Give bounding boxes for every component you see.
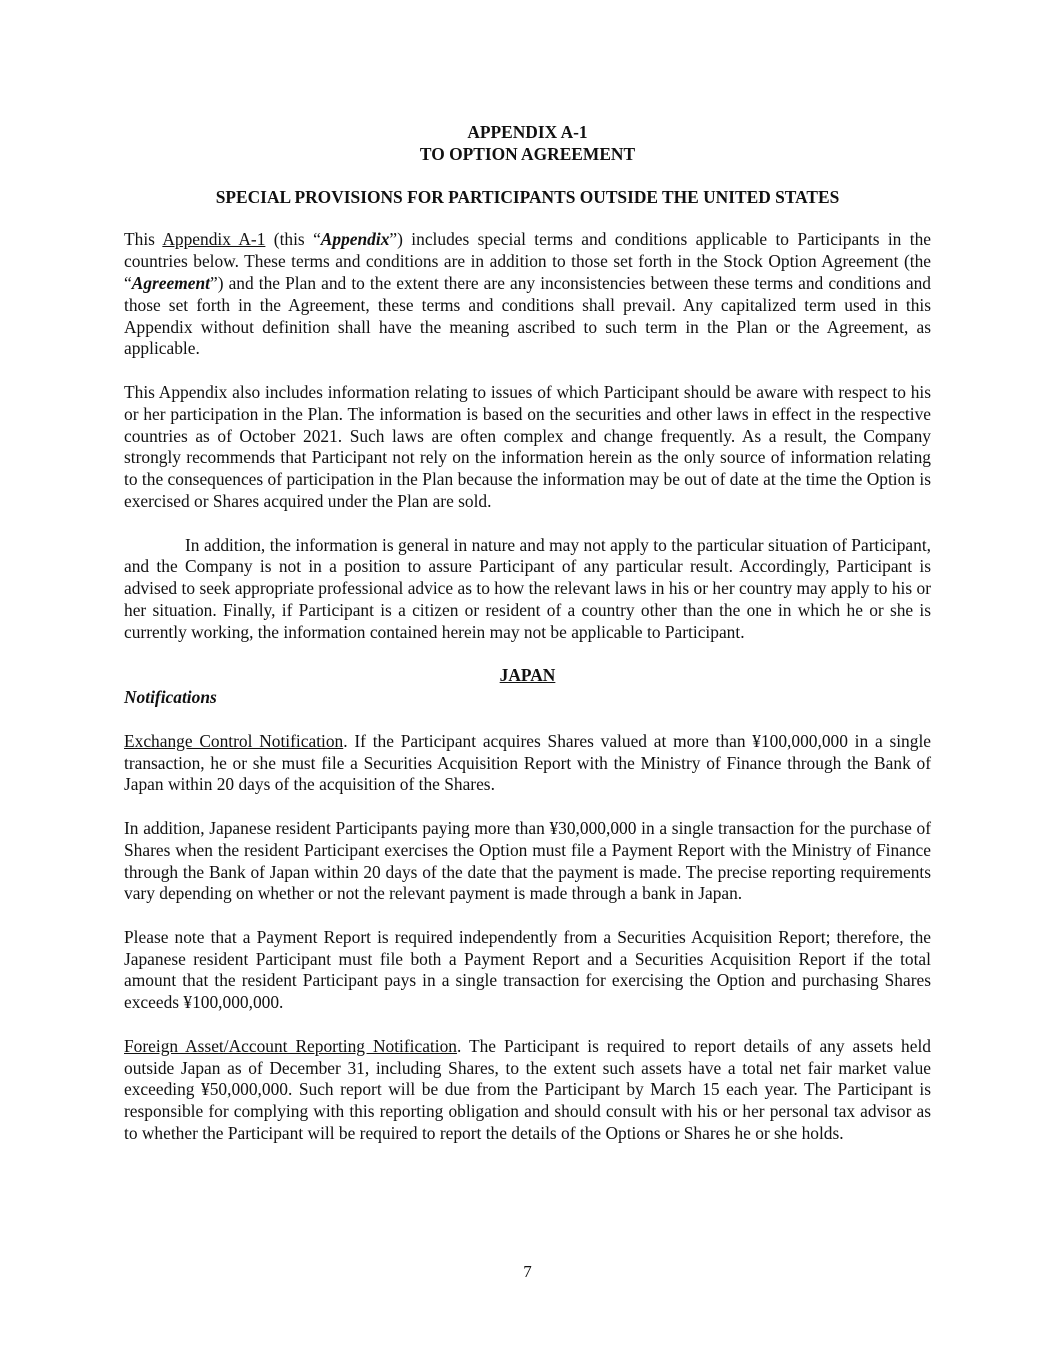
document-page <box>124 122 931 1145</box>
foreign-asset-paragraph <box>124 1036 931 1145</box>
appendix-reference: Appendix A-1 <box>162 229 266 250</box>
intro-text: ”) includes special terms and conditions applicable to Participants in the countries below. These terms and conditions are in addition to those set forth in the Stock Option Agreement (the “ <box>124 229 931 293</box>
intro-text: ”) and the Plan and to the extent there are any inconsistencies between these terms and conditions and those set forth in the Agreement, these terms and conditions shall prevail. Any capitalized term used in this Appendix without definition shall have the meaning ascribed to such term in the Plan or the Agreement, as applicable. <box>124 272 931 359</box>
page-number: 7 <box>523 1262 532 1281</box>
payment-note-paragraph: Please note that a Payment Report is required independently from a Securities Acquisition Report; therefore, the Japanese resident Participant must file both a Payment Report and a Securities Acquisition Report if the total amount that the resident Participant pays in a single transaction for exercising the Option and purchasing Shares exceeds ¥100,000,000. <box>124 926 931 1013</box>
japan-heading: JAPAN <box>499 665 556 686</box>
exchange-control-text: . If the Participant acquires Shares valued at more than ¥100,000,000 in a single transaction, he or she must file a Securities Acquisition Report with the Ministry of Finance through the Bank of Japan within 20 days of the acquisition of the Shares. <box>124 730 931 795</box>
intro-paragraph-2: This Appendix also includes information relating to issues of which Participant should be aware with respect to his or her participation in the Plan. The information is based on the securities and other laws in effect in the respective countries as of October 2021. Such laws are often complex and change frequently. As a result, the Company strongly recommends that Participant not rely on the information herein as the only source of information relating to the consequences of participation in the Plan because the information may be out of date at the time the Option is exercised or Shares acquired under the Plan are sold. <box>124 381 931 511</box>
intro-paragraph-3: In addition, the information is general in nature and may not apply to the particular situation of Participant, and the Company is not in a position to assure Participant of any particular result. Accordingly, Participant is advised to seek appropriate professional advice as to how the relevant laws in his or her country may apply to his or her situation. Finally, if Participant is a citizen or resident of a country other than the one in which he or she is currently working, the information contained herein may not be applicable to Participant. <box>124 534 931 642</box>
intro-text: (this “ <box>265 229 321 250</box>
intro-paragraph-1 <box>124 229 931 360</box>
section-title: SPECIAL PROVISIONS FOR PARTICIPANTS OUTSIDE THE UNITED STATES <box>215 186 840 207</box>
appendix-title: APPENDIX A-1 <box>467 122 588 142</box>
defined-term-agreement: Agreement <box>131 272 210 293</box>
payment-report-paragraph: In addition, Japanese resident Participants paying more than ¥30,000,000 in a single transaction for the purchase of Shares when the resident Participant exercises the Option must file a Payment Report with the Ministry of Finance through the Bank of Japan within 20 days of the date that the payment is made. The precise reporting requirements vary depending on whether or not the relevant payment is made through a bank in Japan. <box>124 817 931 904</box>
defined-term-appendix: Appendix <box>320 229 390 250</box>
notifications-heading: Notifications <box>124 687 217 708</box>
appendix-subtitle: TO OPTION AGREEMENT <box>419 143 636 164</box>
exchange-control-title: Exchange Control Notification <box>124 730 344 751</box>
exchange-control-paragraph <box>124 731 931 796</box>
foreign-asset-text: . The Participant is required to report details of any assets held outside Japan as of December 31, including Shares, to the extent such assets have a total net fair market value exceeding ¥50,000,000. Such report will be due from the Participant by March 15 each year. The Participant is responsible for complying with this reporting obligation and should consult with his or her personal tax advisor as to whether the Participant will be required to report the details of the Options or Shares he or she holds. <box>124 1035 931 1144</box>
foreign-asset-title: Foreign Asset/Account Reporting Notification <box>124 1035 457 1056</box>
intro-text: This <box>124 229 163 250</box>
